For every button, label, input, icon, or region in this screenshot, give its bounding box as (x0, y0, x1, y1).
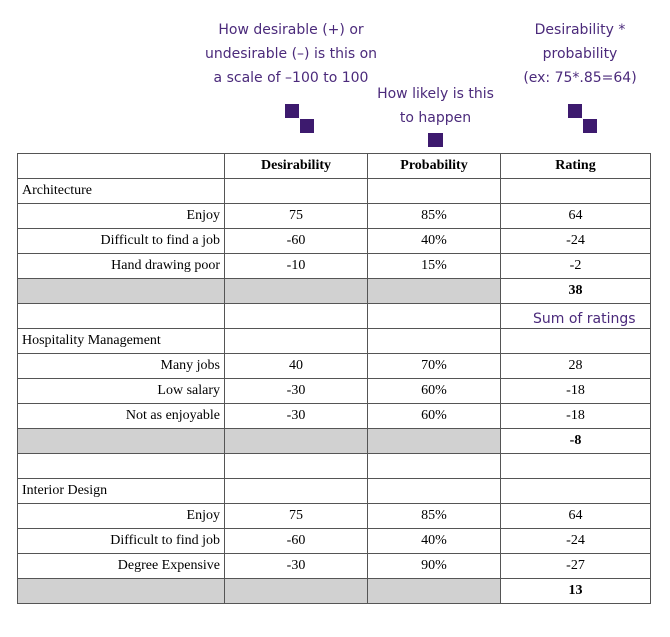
section-title: Interior Design (18, 479, 225, 504)
sum-of-ratings-annotation: Sum of ratings (533, 311, 636, 327)
rating-cell: -24 (501, 529, 651, 554)
total-row (18, 279, 651, 304)
row-label: Hand drawing poor (18, 254, 225, 279)
probability-cell: 85% (368, 204, 501, 229)
annotation-line: Desirability * (534, 22, 626, 38)
header-desirability: Desirability (225, 154, 368, 179)
desirability-cell: 40 (225, 354, 368, 379)
table-row (18, 404, 651, 429)
desirability-cell: -30 (225, 379, 368, 404)
row-label: Difficult to find a job (18, 229, 225, 254)
desirability-cell: 75 (225, 504, 368, 529)
probability-cell: 60% (368, 404, 501, 429)
desirability-cell: -10 (225, 254, 368, 279)
rating-cell: -24 (501, 229, 651, 254)
total-row (18, 579, 651, 604)
desirability-cell: 75 (225, 204, 368, 229)
annotation-line: (ex: 75*.85=64) (523, 70, 637, 86)
section-title: Architecture (18, 179, 225, 204)
section-row (18, 479, 651, 504)
rating-cell: -18 (501, 379, 651, 404)
total-rating-cell: -8 (501, 429, 651, 454)
desirability-cell: -60 (225, 229, 368, 254)
table-row (18, 354, 651, 379)
decision-matrix-table (17, 153, 651, 604)
header-row (18, 154, 651, 179)
table-row (18, 204, 651, 229)
annotation-line: How likely is this (377, 86, 494, 102)
table-row (18, 529, 651, 554)
table-row (18, 379, 651, 404)
rating-annotation (510, 18, 650, 90)
probability-cell: 40% (368, 529, 501, 554)
row-label: Enjoy (18, 204, 225, 229)
probability-annotation (368, 82, 503, 130)
header-blank (18, 154, 225, 179)
rating-cell: 64 (501, 504, 651, 529)
rating-marker-icon (568, 104, 598, 134)
section-row (18, 179, 651, 204)
total-rating-cell: 38 (501, 279, 651, 304)
annotation-line: probability (542, 46, 618, 62)
probability-cell: 90% (368, 554, 501, 579)
table-row (18, 554, 651, 579)
total-rating-cell: 13 (501, 579, 651, 604)
row-label: Degree Expensive (18, 554, 225, 579)
row-label: Low salary (18, 379, 225, 404)
section-row (18, 329, 651, 354)
probability-cell: 15% (368, 254, 501, 279)
row-label: Many jobs (18, 354, 225, 379)
annotation-line: to happen (399, 110, 472, 126)
desirability-cell: -30 (225, 554, 368, 579)
rating-cell: 64 (501, 204, 651, 229)
header-rating: Rating (501, 154, 651, 179)
probability-cell: 40% (368, 229, 501, 254)
desirability-cell: -60 (225, 529, 368, 554)
spacer-row (18, 454, 651, 479)
desirability-marker-icon (285, 104, 315, 134)
row-label: Difficult to find job (18, 529, 225, 554)
desirability-cell: -30 (225, 404, 368, 429)
probability-marker-icon (428, 133, 443, 147)
annotation-line: undesirable (–) is this on (204, 46, 378, 62)
row-label: Enjoy (18, 504, 225, 529)
table-row (18, 254, 651, 279)
table-row (18, 504, 651, 529)
probability-cell: 70% (368, 354, 501, 379)
annotation-line: How desirable (+) or (218, 22, 364, 38)
rating-cell: -2 (501, 254, 651, 279)
rating-cell: -27 (501, 554, 651, 579)
section-title: Hospitality Management (18, 329, 225, 354)
row-label: Not as enjoyable (18, 404, 225, 429)
rating-cell: -18 (501, 404, 651, 429)
desirability-annotation (196, 18, 386, 90)
header-probability: Probability (368, 154, 501, 179)
annotation-line: a scale of –100 to 100 (213, 70, 369, 86)
rating-cell: 28 (501, 354, 651, 379)
total-row (18, 429, 651, 454)
probability-cell: 60% (368, 379, 501, 404)
probability-cell: 85% (368, 504, 501, 529)
table-row (18, 229, 651, 254)
